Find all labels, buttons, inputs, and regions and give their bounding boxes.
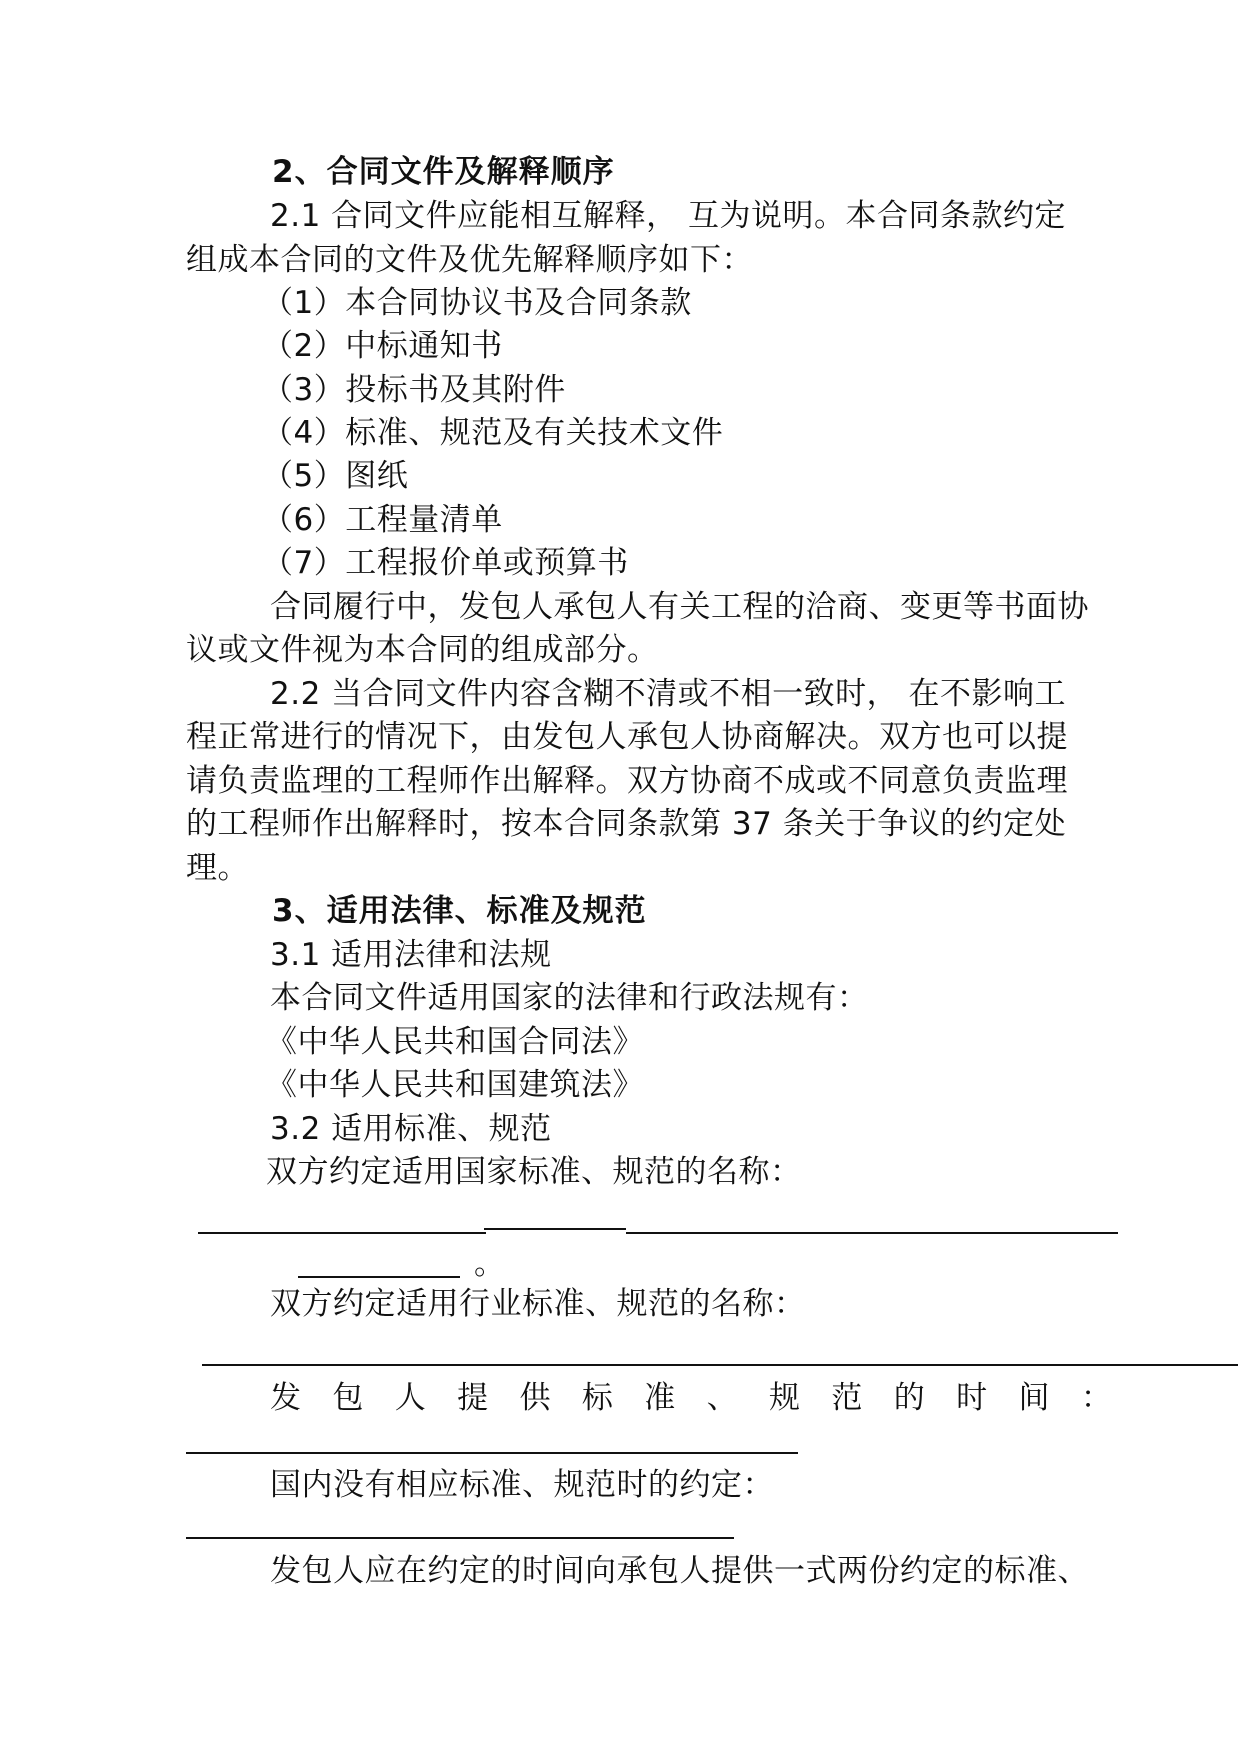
performance-paragraph-line-1: 合同履行中，发包人承包人有关工程的洽商、变更等书面协	[270, 589, 1089, 625]
clause-2-1-line-2: 组成本合同的文件及优先解释顺序如下：	[186, 242, 753, 278]
clause-2-2-line-3: 请负责监理的工程师作出解释。双方协商不成或不同意负责监理	[186, 763, 1068, 799]
provide-time-char: 的	[893, 1380, 925, 1416]
provide-time-blank	[186, 1452, 798, 1454]
provide-time-char: 间	[1018, 1380, 1050, 1416]
clause-2-2-line-5: 理。	[186, 850, 249, 886]
provide-time-char: 、	[706, 1380, 738, 1416]
national-standard-blank-c	[626, 1232, 1118, 1234]
national-standard-blank-a	[198, 1232, 486, 1234]
provide-time-char: 提	[457, 1380, 489, 1416]
provide-time-line	[270, 1378, 1112, 1418]
industry-standard-label: 双方约定适用行业标准、规范的名称：	[270, 1286, 806, 1322]
section-2-heading: 2、合同文件及解释顺序	[272, 154, 615, 190]
no-standard-blank	[186, 1537, 734, 1539]
provide-time-char: 发	[270, 1380, 301, 1416]
applicable-law-1: 《中华人民共和国合同法》	[266, 1024, 644, 1060]
provide-copies-line: 发包人应在约定的时间向承包人提供一式两份约定的标准、	[270, 1553, 1089, 1589]
provide-time-char: 规	[769, 1380, 800, 1416]
document-order-item-4: （4）标准、规范及有关技术文件	[262, 415, 724, 451]
applicable-law-2: 《中华人民共和国建筑法》	[266, 1067, 644, 1103]
national-standard-blank-b	[484, 1228, 626, 1230]
clause-2-2-line-2: 程正常进行的情况下，由发包人承包人协商解决。双方也可以提	[186, 719, 1068, 755]
document-order-item-6: （6）工程量清单	[262, 502, 503, 538]
provide-time-char: 人	[394, 1380, 426, 1416]
provide-time-char: 范	[831, 1380, 863, 1416]
document-order-item-7: （7）工程报价单或预算书	[262, 545, 629, 581]
national-standard-blank-d	[298, 1276, 460, 1278]
industry-standard-blank	[202, 1364, 1238, 1366]
document-order-item-3: （3）投标书及其附件	[262, 372, 566, 408]
clause-2-2-line-4: 的工程师作出解释时，按本合同条款第 37 条关于争议的约定处	[186, 806, 1067, 842]
clause-3-2-title: 3.2 适用标准、规范	[270, 1111, 552, 1147]
clause-3-1-intro: 本合同文件适用国家的法律和行政法规有：	[270, 980, 869, 1016]
clause-2-2-line-1: 2.2 当合同文件内容含糊不清或不相一致时， 在不影响工	[270, 676, 1067, 712]
section-3-heading: 3、适用法律、标准及规范	[272, 893, 647, 929]
document-order-item-5: （5）图纸	[262, 458, 409, 494]
national-standard-label: 双方约定适用国家标准、规范的名称：	[266, 1154, 802, 1190]
provide-time-char: 供	[519, 1380, 551, 1416]
national-standard-period: 。	[474, 1246, 506, 1282]
provide-time-char: 时	[956, 1380, 988, 1416]
clause-2-1-line-1: 2.1 合同文件应能相互解释， 互为说明。本合同条款约定	[270, 198, 1067, 234]
performance-paragraph-line-2: 议或文件视为本合同的组成部分。	[186, 632, 659, 668]
document-order-item-1: （1）本合同协议书及合同条款	[262, 285, 692, 321]
provide-time-char: 包	[332, 1380, 364, 1416]
clause-3-1-title: 3.1 适用法律和法规	[270, 937, 552, 973]
no-standard-label: 国内没有相应标准、规范时的约定：	[270, 1467, 774, 1503]
provide-time-char: ：	[1080, 1380, 1112, 1416]
document-order-item-2: （2）中标通知书	[262, 328, 503, 364]
provide-time-char: 标	[581, 1380, 613, 1416]
provide-time-char: 准	[644, 1380, 676, 1416]
